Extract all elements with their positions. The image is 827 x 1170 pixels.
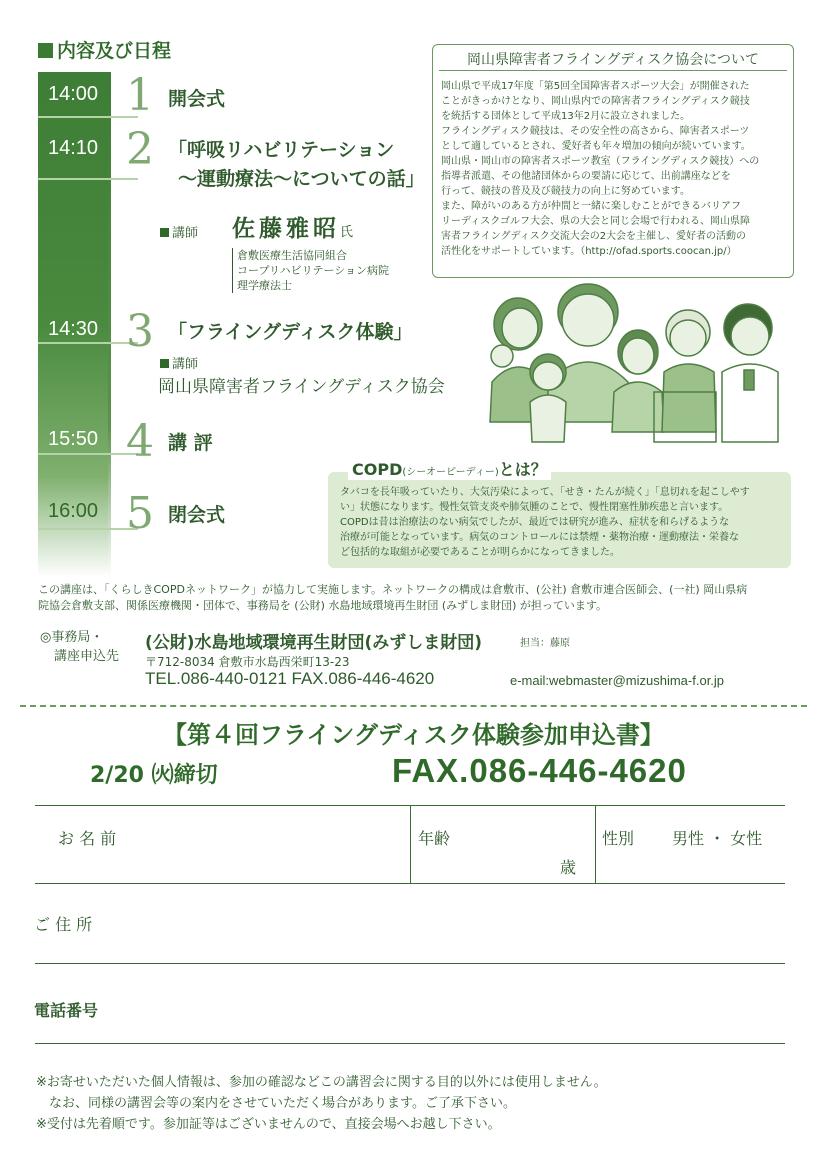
people-illustration (478, 272, 790, 452)
office-email[interactable]: e-mail:webmaster@mizushima-f.or.jp (510, 673, 725, 688)
item-title-opening: 開会式 (168, 88, 226, 110)
time-14-00: 14:00 (47, 83, 99, 105)
timeline-divider (38, 453, 138, 455)
form-rule (35, 1043, 785, 1044)
timeline-divider (38, 178, 138, 180)
item-number-3: 3 (126, 306, 154, 357)
lecturer-honorific: 氏 (340, 225, 354, 240)
lecturer2-label: 講師 (160, 353, 198, 372)
item-title-review: 講 評 (168, 432, 213, 454)
time-16-00: 16:00 (47, 500, 99, 522)
association-title: 岡山県障害者フライングディスク協会について (467, 52, 759, 68)
age-label: 年齢 (418, 829, 451, 848)
item-number-1: 1 (126, 70, 154, 121)
gender-label: 性別 (602, 829, 635, 848)
office-name: (公財)水島地域環境再生財団(みずしま財団) (145, 633, 483, 653)
address-label: ご 住 所 (34, 915, 93, 934)
form-deadline: 2/20 ㈫締切 (90, 763, 218, 788)
form-column-rule (410, 805, 411, 883)
network-note: この講座は、「くらしきCOPDネットワーク」が協力して実施します。ネットワークの構成は倉敷市、(公社) 倉敷市連合医師会、(一社) 岡山県病 院協会倉敷支部、関係医療機関・団体で、事務局を (公財) 水島地域環境再生財団 (みずしま財団) が担っています。 (38, 583, 748, 612)
office-address: 〒712-8034 倉敷市水島西栄町13-23 (145, 655, 350, 669)
timeline-divider (38, 342, 138, 344)
item-number-5: 5 (126, 488, 154, 539)
time-14-10: 14:10 (47, 137, 99, 159)
footnotes: ※お寄せいただいた個人情報は、参加の確認などこの講習会に関する目的以外には使用しません。 なお、同様の講習会等の案内をさせていただく場合があります。ご了承下さい。 ※受付は先着順です。参加証等はございませんので、直接会場へお越し下さい。 (36, 1075, 607, 1132)
item-number-2: 2 (126, 124, 154, 175)
form-column-rule (595, 805, 596, 883)
office-tel-fax: TEL.086-440-0121 FAX.086-446-4620 (145, 669, 435, 688)
office-label: ◎事務局・ 講座申込先 (40, 630, 120, 664)
phone-label: 電話番号 (34, 1001, 99, 1020)
form-fax-number: FAX.086-446-4620 (392, 752, 687, 789)
section-heading: 内容及び日程 (38, 36, 171, 63)
label-square-icon (160, 359, 169, 368)
heading-square-icon (38, 43, 53, 58)
form-title: 【第４回フライングディスク体験参加申込書】 (163, 721, 664, 749)
item-number-4: 4 (126, 416, 154, 467)
name-label: お 名 前 (58, 829, 117, 848)
form-rule (35, 883, 785, 884)
lecturer-name: 佐藤雅昭 (232, 216, 340, 242)
address-field[interactable] (36, 885, 784, 963)
copd-title: COPD(シーオーピーディー)とは？ (348, 457, 551, 480)
lecturer-label: 講師 (160, 222, 198, 241)
item-title-lecture-line1: 「呼吸リハビリテーション (168, 139, 395, 161)
name-field[interactable] (36, 806, 409, 882)
cut-line (20, 705, 807, 707)
item-title-closing: 閉会式 (168, 504, 226, 526)
time-15-50: 15:50 (47, 428, 99, 450)
copd-body: タバコを長年吸っていたり、大気汚染によって、「せき・たんが続く」「息切れを起こしやす い」状態になります。慢性気管支炎や肺気腫のことで、慢性閉塞性肺疾患と言います。 COPDは昔は治療法のない病気でしたが、最近では研究が進み、症状を和らげるような 治療が可能となっています。病気のコントロールには禁煙・薬物治療・運動療法・栄養な ど包括的な取組が必要であることが明らかになってきました。 (340, 487, 750, 558)
item-title-disc-experience: 「フライングディスク体験」 (168, 321, 413, 343)
age-unit: 歳 (560, 858, 577, 877)
age-field[interactable] (412, 806, 552, 882)
phone-field[interactable] (36, 965, 784, 1043)
gender-options[interactable]: 男性 ・ 女性 (672, 829, 763, 848)
form-rule (35, 963, 785, 964)
lecturer-affiliation: 倉敷医療生活協同組合 コープリハビリテーション病院 理学療法士 (232, 248, 389, 293)
timeline-divider (38, 528, 138, 530)
office-representative: 担当：藤原 (520, 638, 570, 649)
lecturer-name-row (232, 210, 353, 243)
time-14-30: 14:30 (47, 318, 99, 340)
association-title-rule (439, 70, 787, 71)
timeline-divider (38, 116, 138, 118)
lecturer2-org: 岡山県障害者フライングディスク協会 (158, 377, 445, 397)
association-info-box (432, 44, 794, 278)
timeline-line (108, 72, 111, 577)
label-square-icon (160, 228, 169, 237)
item-title-lecture-line2: 〜運動療法〜についての話」 (178, 168, 425, 190)
association-body: 岡山県で平成17年度「第5回全国障害者スポーツ大会」が開催された ことがきっかけとなり、岡山県内での障害者フライングディスク競技 を統括する団体として平成13年2月に設立されました。 フライングディスク競技は、その安全性の高さから、障害者スポーツ として適しているとされ、愛好者も年々増加の傾向が続いています。 岡山県・岡山市の障害者スポーツ教室（フライングディスク競技）への 指導者派遣、その他諸団体からの要請に応じて、出前講座などを 行って、競技の普及及び競技力の向上に努めています。 また、障がいのある方が仲間と一緒に楽しむことができるバリアフ リーディスクゴルフ大会、県の大会と同じ会場で行われる、岡山県障 害者フライングディスク交流大会の2大会を主催し、愛好者の活動の 活性化をサポートしています。（http://ofad.sports.coocan.jp/） (441, 81, 760, 257)
